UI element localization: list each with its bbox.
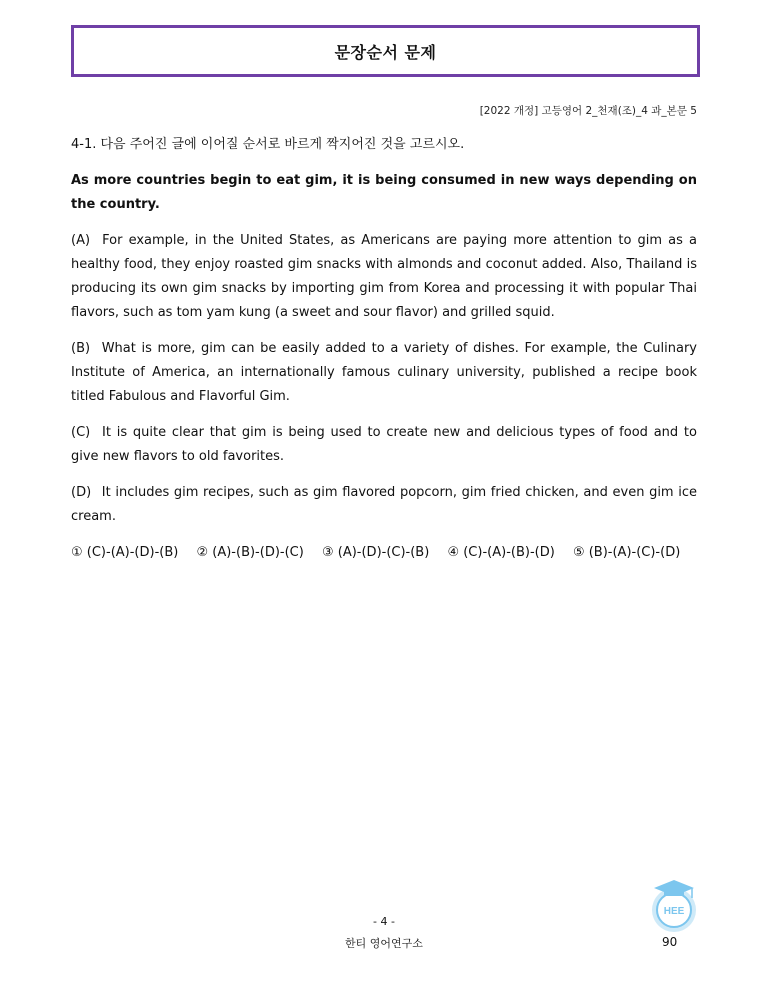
logo-text: HEE	[663, 906, 685, 917]
paragraph-a	[71, 229, 697, 325]
paragraph-tag: (C)	[71, 425, 91, 440]
question-text: 4-1. 다음 주어진 글에 이어질 순서로 바르게 짝지어진 것을 고르시오.	[71, 137, 465, 152]
paragraph-text: What is more, gim can be easily added to a variety of dishes. For example, the Culinary Institute of America, an internationally famous culinary university, published a recipe book titled Fabulous and Flavorful Gim.	[71, 341, 697, 404]
choice-1[interactable]: ① (C)-(A)-(D)-(B)	[71, 545, 179, 560]
given-sentence: As more countries begin to eat gim, it is being consumed in new ways depending on the country.	[71, 173, 697, 212]
page-title: 문장순서 문제	[334, 42, 437, 62]
paragraph-tag: (A)	[71, 233, 91, 248]
content	[71, 133, 697, 565]
page-indicator: - 4 -	[373, 915, 395, 928]
footer-number: 90	[662, 935, 678, 949]
choice-2[interactable]: ② (A)-(B)-(D)-(C)	[196, 545, 304, 560]
paragraph-text: It is quite clear that gim is being used to create new and delicious types of food and to give new flavors to old favorites.	[71, 425, 697, 464]
paragraph-text: It includes gim recipes, such as gim flavored popcorn, gim fried chicken, and even gim ice cream.	[71, 485, 697, 524]
paragraph-c	[71, 421, 697, 469]
answer-choices	[71, 541, 697, 565]
footer-organization: 한티 영어연구소	[345, 937, 423, 950]
choice-5[interactable]: ⑤ (B)-(A)-(C)-(D)	[572, 545, 681, 560]
paragraph-d	[71, 481, 697, 529]
choice-3[interactable]: ③ (A)-(D)-(C)-(B)	[321, 545, 430, 560]
source-reference: [2022 개정] 고등영어 2_천재(조)_4 과_본문 5	[479, 105, 697, 117]
paragraph-text: For example, in the United States, as Americans are paying more attention to gim as a healthy food, they enjoy roasted gim snacks with almonds and coconut added. Also, Thailand is producing its own gim snacks by importing gim from Korea and processing it with popular Thai flavors, such as tom yam kung (a sweet and sour flavor) and grilled squid.	[71, 233, 697, 320]
paragraph-b	[71, 337, 697, 409]
choice-4[interactable]: ④ (C)-(A)-(B)-(D)	[447, 545, 555, 560]
title-frame	[71, 25, 700, 77]
paragraph-tag: (D)	[71, 485, 92, 500]
paragraph-tag: (B)	[71, 341, 91, 356]
